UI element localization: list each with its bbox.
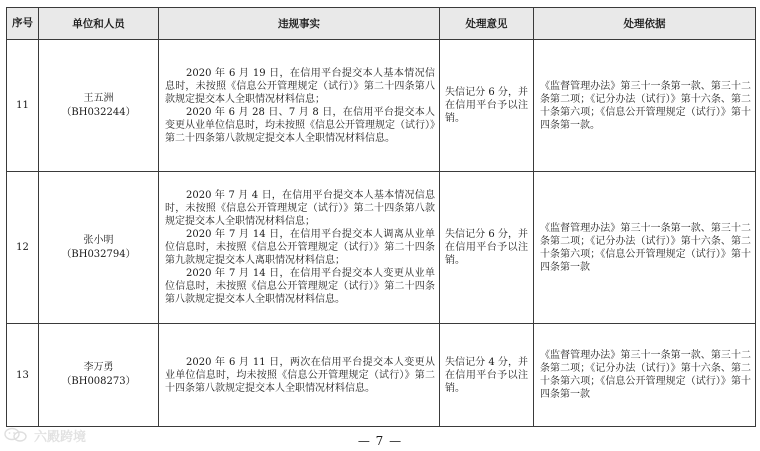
person-name: 张小明 — [83, 234, 114, 246]
row-seq: 11 — [7, 40, 39, 172]
row-facts — [159, 40, 440, 172]
violations-table — [6, 7, 756, 427]
header-unit: 单位和人员 — [39, 8, 159, 40]
row-seq: 12 — [7, 172, 39, 324]
person-code: （BH008273） — [61, 376, 136, 387]
table-header-row — [7, 8, 756, 40]
page-number: — 7 — — [357, 434, 403, 448]
header-opinion: 处理意见 — [440, 8, 534, 40]
person-code: （BH032794） — [61, 248, 136, 260]
row-facts — [159, 172, 440, 324]
table-row — [7, 324, 756, 427]
row-basis: 《监督管理办法》第三十一条第一款、第三十二条第二项；《记分办法（试行）》第十六条、第二十条第六项；《信息公开管理规定（试行）》第十四条第一款 — [534, 172, 756, 324]
person-name: 王五洲 — [83, 92, 114, 104]
row-seq: 13 — [7, 324, 39, 427]
table-row — [7, 40, 756, 172]
fact-paragraph: 2020 年 6 月 11 日，两次在信用平台提交本人变更从业单位信息时，均未按照《信息公开管理规定（试行）》第二十四条第八款规定提交本人全职情况材料信息。 — [165, 356, 435, 394]
fact-paragraph: 2020 年 6 月 28 日、7 月 8 日，在信用平台提交本人变更从业单位信息时，均未按照《信息公开管理规定（试行）》第二十四条第八款规定提交本人全职情况材料信息。 — [165, 106, 435, 144]
row-basis: 《监督管理办法》第三十一条第一款、第三十二条第二项；《记分办法（试行）》第十六条、第二十条第六项；《信息公开管理规定（试行）》第十四条第一款 — [534, 324, 756, 427]
row-opinion: 失信记分 6 分，并在信用平台予以注销。 — [440, 172, 534, 324]
row-basis: 《监督管理办法》第三十一条第一款、第三十二条第二项；《记分办法（试行）》第十六条、第二十条第六项；《信息公开管理规定（试行）》第十四条第一款。 — [534, 40, 756, 172]
row-person — [39, 324, 159, 427]
header-facts: 违规事实 — [159, 8, 440, 40]
person-name: 李万勇 — [83, 362, 114, 373]
header-basis: 处理依据 — [534, 8, 756, 40]
row-person — [39, 40, 159, 172]
header-seq: 序号 — [7, 8, 39, 40]
row-opinion: 失信记分 4 分，并在信用平台予以注销。 — [440, 324, 534, 427]
row-person — [39, 172, 159, 324]
row-facts — [159, 324, 440, 427]
person-code: （BH032244） — [61, 106, 136, 118]
fact-paragraph: 2020 年 7 月 14 日，在信用平台提交本人变更从业单位信息时，未按照《信息公开管理规定（试行）》第二十四条第八款规定提交本人全职情况材料信息。 — [165, 268, 435, 305]
watermark-text: 六殿跨境 — [34, 429, 87, 445]
row-opinion: 失信记分 6 分，并在信用平台予以注销。 — [440, 40, 534, 172]
table-row — [7, 172, 756, 324]
fact-paragraph: 2020 年 6 月 19 日，在信用平台提交本人基本情况信息时，未按照《信息公开管理规定（试行）》第二十四条第八款规定提交本人全职情况材料信息； — [165, 67, 435, 105]
fact-paragraph: 2020 年 7 月 14 日，在信用平台提交本人调离从业单位信息时，未按照《信息公开管理规定（试行）》第二十四条第九款规定提交本人离职情况材料信息； — [165, 229, 435, 266]
fact-paragraph: 2020 年 7 月 4 日，在信用平台提交本人基本情况信息时，未按照《信息公开管理规定（试行）》第二十四条第八款规定提交本人全职情况材料信息； — [165, 190, 435, 227]
